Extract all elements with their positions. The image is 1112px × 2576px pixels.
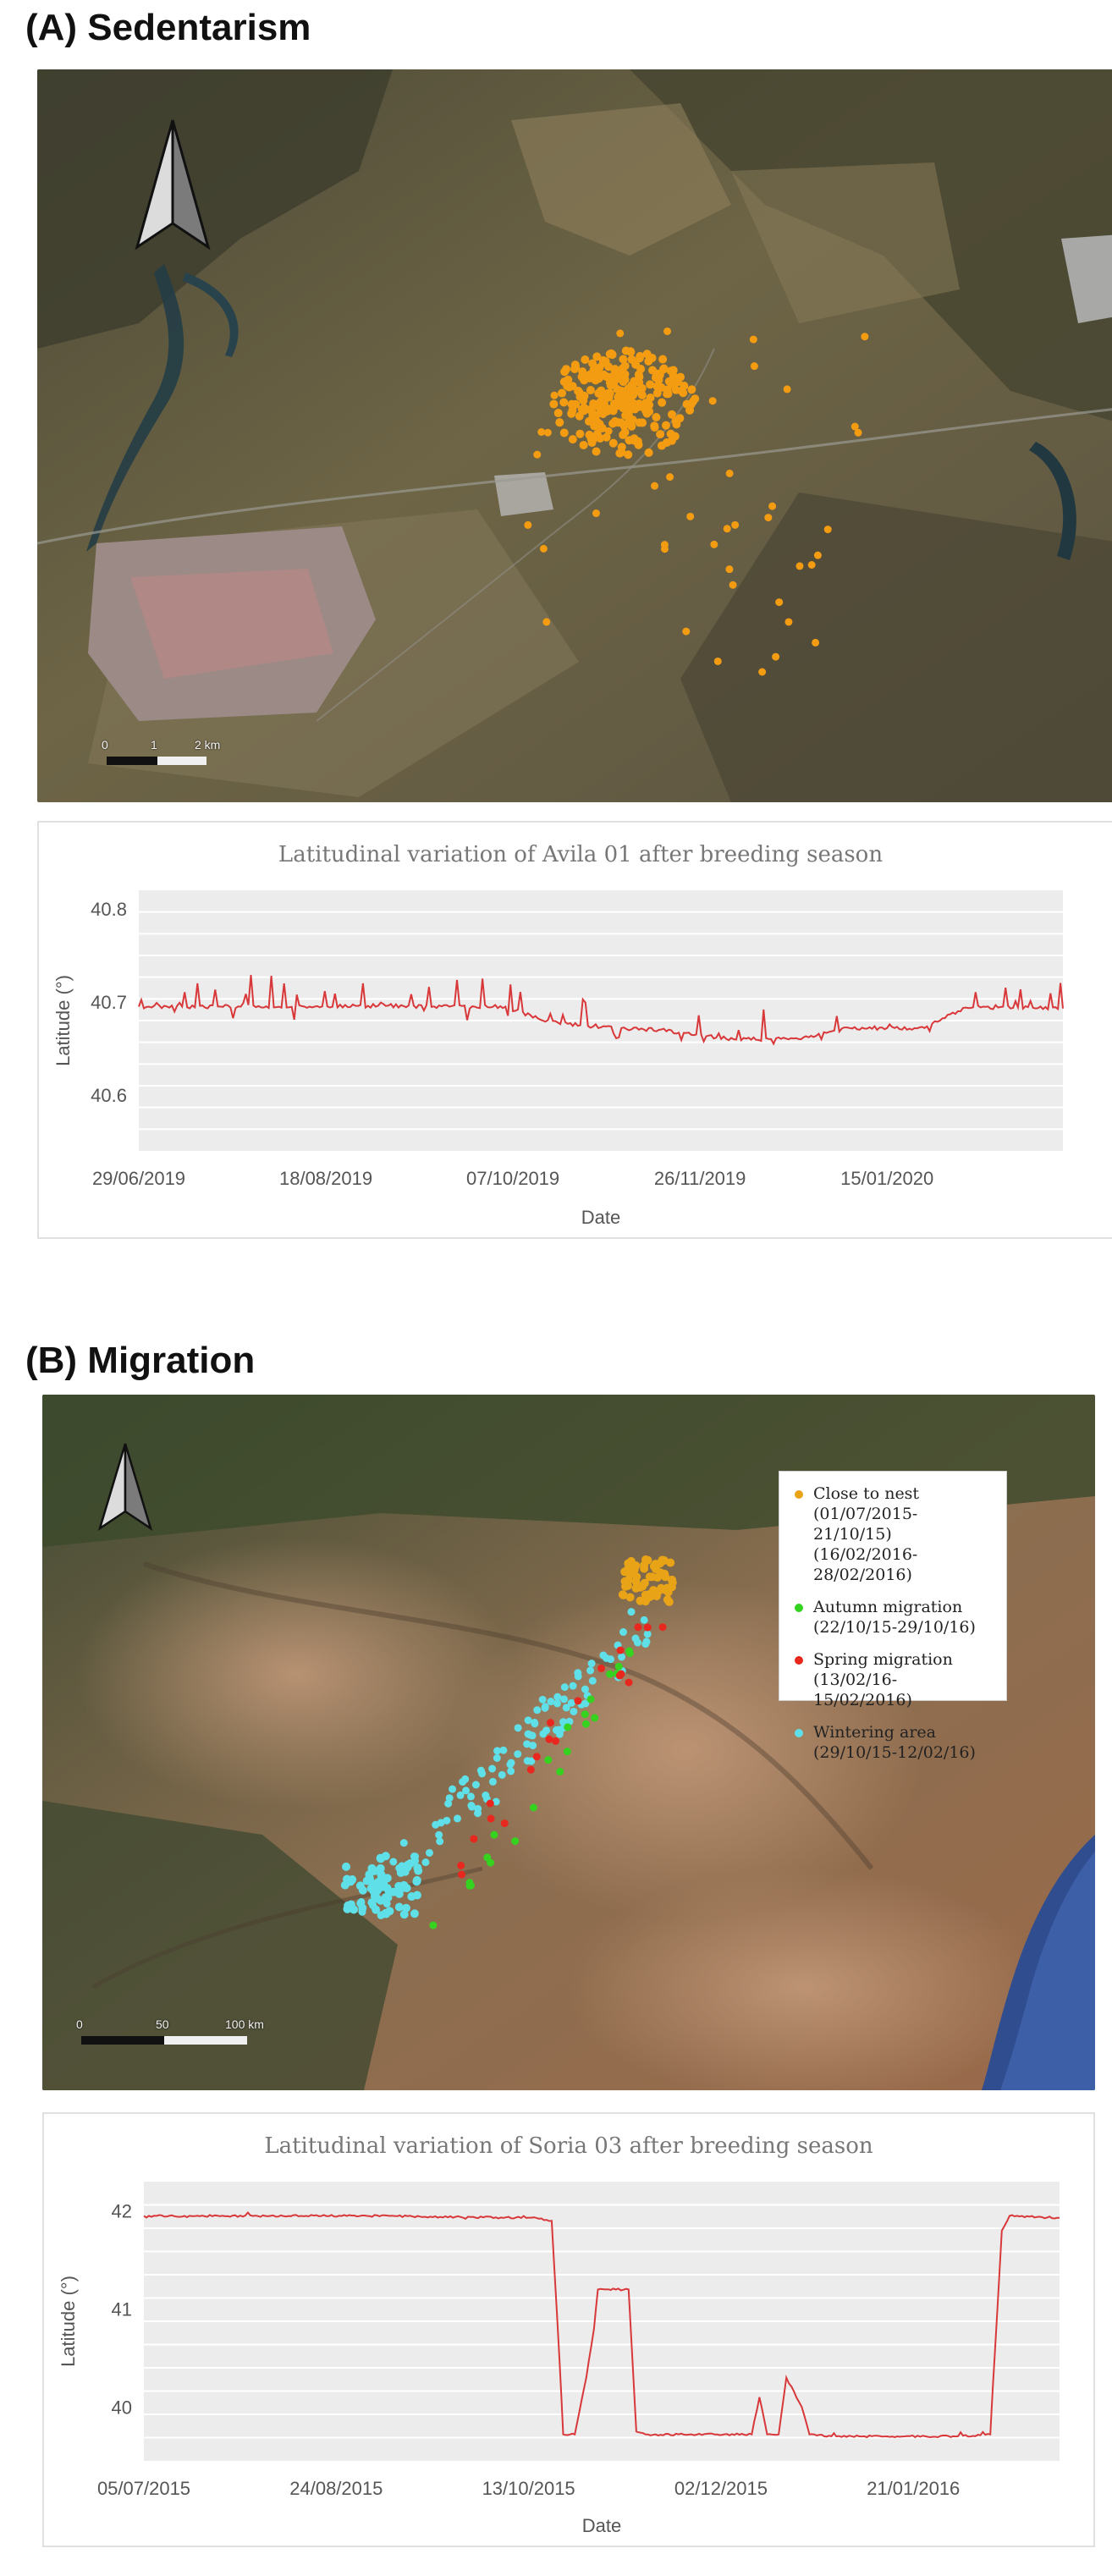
- gps-point: [499, 1747, 507, 1754]
- gps-point: [597, 1665, 605, 1672]
- section-a-title: (A) Sedentarism: [25, 7, 311, 48]
- gps-point: [580, 376, 588, 384]
- map-legend: [779, 1471, 1007, 1762]
- gps-point: [470, 1835, 477, 1842]
- gps-point: [570, 1708, 577, 1715]
- gps-point: [641, 1555, 650, 1564]
- gps-point: [617, 1647, 625, 1654]
- gps-point: [507, 1767, 515, 1775]
- gps-point: [574, 1669, 581, 1676]
- gps-point: [515, 1724, 522, 1731]
- gps-point: [589, 1677, 597, 1685]
- gps-point: [478, 1770, 486, 1777]
- gps-point: [588, 1660, 596, 1667]
- gps-point: [568, 406, 576, 415]
- gps-point: [666, 473, 674, 481]
- gps-point: [483, 1853, 491, 1861]
- gps-point: [435, 1831, 443, 1839]
- gps-point: [569, 382, 577, 390]
- gps-point: [714, 658, 722, 665]
- gps-point: [578, 405, 586, 413]
- gps-point: [490, 1831, 498, 1839]
- gps-point: [630, 434, 639, 443]
- gps-point: [446, 1794, 454, 1802]
- gps-point: [619, 1590, 627, 1599]
- gps-point: [660, 1556, 669, 1565]
- legend-range: (22/10/15-29/10/16): [813, 1618, 976, 1637]
- gps-point: [344, 1902, 352, 1910]
- gps-point: [533, 1753, 541, 1760]
- gps-point: [665, 1598, 674, 1606]
- gps-point: [544, 1756, 552, 1764]
- gps-point: [663, 1583, 671, 1592]
- gps-point: [527, 1766, 535, 1774]
- x-tick-label: 18/08/2019: [278, 1168, 373, 1189]
- gps-point: [363, 1877, 372, 1885]
- gps-point: [651, 482, 658, 490]
- latitude-chart-b: [42, 2112, 1095, 2547]
- gps-point: [646, 1593, 654, 1601]
- y-axis-label: Latitude (°): [52, 975, 74, 1066]
- gps-point: [410, 1909, 419, 1918]
- gps-point: [725, 565, 733, 573]
- gps-point: [413, 1863, 421, 1872]
- gps-point: [645, 449, 653, 457]
- gps-point: [549, 400, 558, 409]
- gps-point: [575, 1697, 582, 1704]
- y-axis-label: Latitude (°): [58, 2276, 79, 2367]
- gps-point: [429, 1922, 437, 1929]
- gps-point: [855, 429, 862, 437]
- gps-point: [377, 1864, 385, 1873]
- gps-point: [650, 421, 658, 430]
- gps-point: [592, 447, 601, 455]
- gps-point: [609, 439, 618, 448]
- gps-point: [358, 1904, 366, 1913]
- x-axis-label: Date: [581, 2515, 622, 2536]
- gps-point: [812, 639, 819, 647]
- gps-point: [539, 1696, 547, 1704]
- gps-point: [545, 1736, 553, 1743]
- gps-point: [591, 1714, 598, 1721]
- gps-point: [385, 1886, 394, 1895]
- gps-point: [658, 399, 666, 407]
- gps-point: [620, 422, 628, 430]
- y-tick-label: 40: [111, 2397, 132, 2419]
- legend-range-2: (16/02/2016-28/02/2016): [813, 1545, 918, 1584]
- gps-point: [620, 375, 629, 383]
- scale-label-a-2: 2 km: [195, 738, 221, 751]
- gps-point: [607, 1655, 614, 1663]
- y-tick-label: 40.8: [91, 899, 127, 920]
- gps-point: [861, 333, 868, 340]
- gps-point: [544, 429, 552, 437]
- gps-point: [421, 1858, 429, 1866]
- gps-point: [724, 525, 731, 532]
- gps-point: [389, 1858, 397, 1865]
- gps-point: [615, 449, 624, 458]
- gps-point: [564, 1748, 571, 1755]
- gps-point: [775, 598, 783, 606]
- gps-point: [542, 618, 550, 625]
- gps-point: [462, 1786, 470, 1794]
- gps-point: [643, 350, 652, 358]
- scale-label-b-1: 50: [156, 2017, 169, 2031]
- gps-point: [731, 521, 739, 529]
- gps-point: [644, 1624, 652, 1632]
- legend-range: (29/10/15-12/02/16): [813, 1743, 976, 1762]
- gps-point: [454, 1814, 461, 1822]
- gps-point: [658, 442, 666, 450]
- gps-point: [683, 400, 691, 409]
- gps-point: [613, 385, 621, 394]
- legend-dot-icon: [795, 1490, 803, 1499]
- gps-point: [658, 355, 667, 364]
- gps-point: [726, 470, 734, 477]
- gps-point: [648, 366, 657, 375]
- gps-point: [729, 581, 737, 589]
- gps-point: [562, 365, 570, 373]
- gps-point: [784, 385, 791, 393]
- gps-point: [656, 372, 664, 380]
- gps-point: [570, 1682, 577, 1690]
- gps-point: [547, 1698, 554, 1705]
- gps-point: [652, 413, 660, 421]
- gps-point: [603, 407, 611, 416]
- gps-point: [586, 386, 595, 394]
- gps-point: [758, 668, 766, 675]
- gps-point: [590, 433, 598, 442]
- gps-point: [619, 355, 627, 364]
- gps-point: [560, 377, 569, 386]
- legend-item-wintering-area: [791, 1722, 994, 1763]
- gps-point: [558, 389, 566, 398]
- gps-point: [580, 441, 588, 449]
- gps-point: [710, 541, 718, 548]
- gps-point: [641, 1640, 649, 1648]
- gps-point: [592, 509, 600, 517]
- gps-point: [687, 385, 696, 394]
- legend-dot-icon: [795, 1604, 803, 1612]
- gps-point: [686, 513, 694, 520]
- gps-point: [524, 521, 531, 529]
- gps-point: [586, 1667, 594, 1675]
- x-tick-label: 13/10/2015: [482, 2478, 575, 2499]
- chart-title: Latitudinal variation of Soria 03 after breeding season: [264, 2133, 873, 2159]
- gps-point: [663, 390, 670, 398]
- gps-point: [661, 541, 669, 548]
- gps-point: [621, 1577, 630, 1586]
- legend-item-close-to-nest: [791, 1483, 994, 1585]
- gps-point: [634, 1623, 641, 1631]
- gps-point: [552, 1737, 559, 1745]
- gps-point: [400, 1910, 409, 1918]
- gps-point: [669, 372, 678, 380]
- gps-point: [581, 1710, 589, 1718]
- gps-point: [606, 1671, 614, 1678]
- gps-point: [609, 376, 618, 384]
- gps-point: [474, 1809, 482, 1817]
- gps-point: [377, 1854, 385, 1863]
- gps-point: [599, 1651, 607, 1659]
- gps-point: [636, 1583, 645, 1592]
- gps-point: [784, 618, 792, 625]
- gps-point: [636, 1597, 645, 1605]
- gps-point: [449, 1786, 456, 1793]
- gps-point: [560, 1695, 568, 1703]
- gps-point: [529, 1742, 537, 1749]
- gps-point: [461, 1775, 469, 1783]
- gps-point: [587, 1695, 595, 1703]
- scale-label-b-0: 0: [76, 2017, 83, 2031]
- gps-point: [399, 1863, 408, 1872]
- x-tick-label: 26/11/2019: [653, 1168, 746, 1189]
- gps-point: [372, 1906, 380, 1914]
- gps-point: [627, 1608, 635, 1616]
- legend-label: Autumn migration: [813, 1598, 963, 1616]
- gps-point: [635, 371, 643, 379]
- scale-label-b-2: 100 km: [225, 2017, 264, 2031]
- gps-point: [646, 380, 654, 388]
- gps-point: [641, 1616, 648, 1624]
- x-tick-label: 21/01/2016: [867, 2478, 961, 2499]
- gps-point: [659, 1623, 667, 1631]
- gps-point: [487, 1800, 494, 1808]
- x-tick-label: 05/07/2015: [96, 2478, 191, 2499]
- gps-point: [644, 1630, 652, 1638]
- gps-point: [627, 1567, 636, 1576]
- gps-point: [482, 1792, 489, 1799]
- gps-point: [598, 393, 607, 401]
- gps-point: [622, 346, 630, 355]
- gps-point: [556, 1768, 564, 1775]
- gps-point: [540, 545, 548, 553]
- gps-point: [436, 1837, 443, 1845]
- legend-label: Wintering area: [813, 1723, 936, 1742]
- gps-point: [592, 376, 600, 384]
- gps-point: [374, 1878, 383, 1886]
- legend-item-autumn-migration: [791, 1597, 994, 1638]
- gps-point: [537, 428, 545, 436]
- satellite-map-a[interactable]: [37, 69, 1112, 802]
- gps-point: [488, 1765, 496, 1773]
- x-tick-label: 02/12/2015: [674, 2478, 768, 2499]
- legend-label: Spring migration: [813, 1650, 953, 1669]
- gps-point: [553, 1693, 561, 1701]
- y-tick-label: 40.7: [91, 992, 127, 1013]
- gps-point: [556, 1731, 564, 1738]
- gps-point: [493, 1754, 501, 1762]
- gps-point: [808, 561, 816, 569]
- gps-point: [638, 419, 647, 427]
- gps-point: [467, 1802, 475, 1809]
- gps-point: [652, 1560, 660, 1568]
- y-tick-label: 41: [111, 2298, 132, 2320]
- gps-point: [626, 1593, 635, 1601]
- gps-point: [814, 552, 822, 559]
- gps-point: [672, 386, 680, 394]
- gps-point: [563, 1704, 570, 1711]
- gps-point: [533, 451, 541, 459]
- legend-range: (01/07/2015-21/10/15): [813, 1505, 918, 1544]
- gps-point: [382, 1910, 390, 1918]
- gps-point: [582, 1720, 590, 1728]
- gps-point: [615, 1663, 623, 1671]
- y-tick-label: 40.6: [91, 1085, 127, 1106]
- gps-point: [467, 1792, 475, 1800]
- x-tick-label: 07/10/2019: [466, 1168, 560, 1189]
- gps-point: [575, 430, 584, 438]
- gps-point: [569, 435, 577, 443]
- gps-point: [663, 328, 671, 335]
- gps-point: [498, 1771, 506, 1779]
- gps-point: [656, 430, 664, 438]
- gps-point: [542, 1726, 550, 1734]
- gps-point: [407, 1892, 416, 1901]
- gps-point: [643, 405, 652, 413]
- gps-point: [644, 357, 652, 366]
- gps-point: [342, 1863, 350, 1871]
- gps-point: [514, 1750, 521, 1758]
- gps-point: [400, 1839, 408, 1847]
- gps-point: [501, 1819, 509, 1827]
- gps-point: [487, 1815, 495, 1823]
- gps-point: [551, 392, 559, 399]
- gps-point: [672, 416, 680, 425]
- gps-point: [590, 366, 598, 374]
- gps-point: [824, 526, 832, 533]
- gps-point: [599, 356, 608, 365]
- gps-point: [472, 1781, 480, 1788]
- legend-dot-icon: [795, 1656, 803, 1665]
- x-tick-label: 29/06/2019: [91, 1168, 186, 1189]
- gps-point: [533, 1706, 541, 1714]
- gps-point: [561, 1683, 569, 1691]
- gps-point: [560, 428, 569, 437]
- scale-bar-b: [81, 2034, 250, 2046]
- gps-point: [506, 1761, 514, 1769]
- gps-point: [383, 1874, 392, 1882]
- gps-point: [751, 362, 758, 370]
- gps-point: [511, 1837, 519, 1845]
- gps-point: [359, 1886, 367, 1895]
- gps-point: [680, 382, 688, 390]
- gps-point: [526, 1731, 534, 1739]
- chart-title: Latitudinal variation of Avila 01 after breeding season: [278, 842, 884, 867]
- legend-item-spring-migration: [791, 1649, 994, 1710]
- gps-point: [581, 355, 589, 364]
- gps-point: [608, 419, 617, 427]
- gps-point: [618, 1653, 625, 1660]
- satellite-map-b[interactable]: [42, 1395, 1095, 2090]
- gps-point: [457, 1862, 465, 1869]
- gps-point: [367, 1898, 376, 1907]
- gps-point: [648, 1572, 657, 1581]
- legend-dot-icon: [795, 1729, 803, 1737]
- gps-point: [605, 427, 613, 435]
- gps-point: [607, 350, 615, 358]
- gps-point: [579, 396, 587, 405]
- legend-label: Close to nest: [813, 1484, 920, 1503]
- gps-point: [547, 1719, 554, 1726]
- gps-point: [554, 409, 563, 417]
- gps-point: [622, 405, 630, 414]
- gps-point: [630, 388, 639, 396]
- latitude-chart-a: [37, 821, 1112, 1239]
- gps-point: [542, 1704, 549, 1712]
- gps-point: [619, 1628, 627, 1636]
- scale-bar-a: [107, 755, 208, 767]
- gps-point: [616, 329, 624, 337]
- gps-point: [795, 562, 803, 570]
- y-tick-label: 42: [111, 2200, 132, 2222]
- x-tick-label: 15/01/2020: [840, 1168, 934, 1189]
- gps-point: [634, 1639, 641, 1647]
- scale-label-a-0: 0: [102, 738, 108, 751]
- gps-point: [369, 1887, 377, 1896]
- gps-point: [570, 365, 579, 373]
- gps-point: [691, 394, 699, 403]
- gps-point: [625, 1647, 633, 1654]
- gps-point: [772, 653, 779, 661]
- legend-range: (13/02/16-15/02/2016): [813, 1671, 912, 1709]
- x-tick-label: 24/08/2015: [289, 2478, 383, 2499]
- gps-point: [559, 398, 568, 406]
- gps-point: [458, 1871, 465, 1879]
- gps-point: [530, 1803, 537, 1811]
- gps-point: [426, 1849, 433, 1857]
- gps-point: [590, 416, 598, 425]
- gps-point: [564, 1723, 571, 1731]
- gps-point: [531, 1720, 538, 1727]
- gps-point: [625, 1679, 633, 1687]
- gps-point: [432, 1821, 439, 1829]
- gps-point: [682, 628, 690, 636]
- gps-point: [616, 1672, 624, 1680]
- gps-point: [489, 1778, 497, 1786]
- section-b-title: (B) Migration: [25, 1340, 256, 1381]
- gps-point: [668, 437, 676, 445]
- scale-label-a-1: 1: [151, 738, 157, 751]
- gps-point: [764, 514, 772, 521]
- gps-point: [589, 399, 597, 408]
- x-axis-label: Date: [581, 1207, 621, 1228]
- gps-point: [768, 503, 776, 510]
- gps-point: [750, 336, 757, 344]
- gps-point: [467, 1881, 475, 1889]
- gps-point: [662, 421, 670, 430]
- gps-point: [636, 354, 644, 362]
- gps-point: [661, 1572, 669, 1581]
- gps-point: [346, 1877, 355, 1885]
- gps-point: [709, 397, 717, 405]
- gps-point: [555, 418, 564, 427]
- gps-point: [412, 1877, 421, 1885]
